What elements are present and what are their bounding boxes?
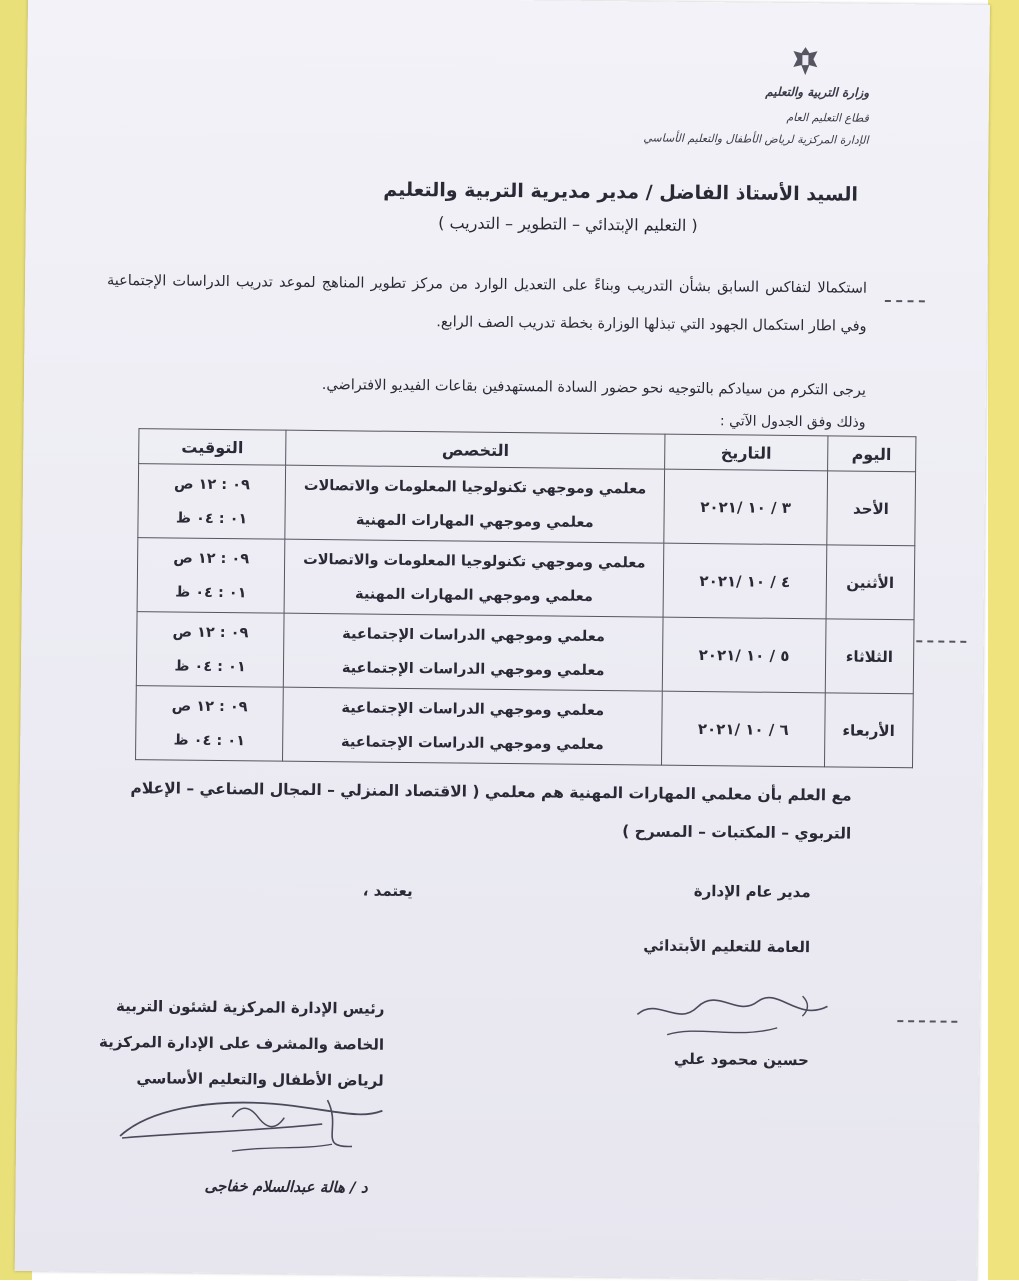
row-specialization xyxy=(285,465,665,543)
director-title-line2: العامة للتعليم الأبتدائي xyxy=(643,936,811,957)
note-paragraph: مع العلم بأن معلمي المهارات المهنية هم معلمي ( الاقتصاد المنزلي – المجال الصناعي – الإعلام التربوي – المكتبات – المسرح ) xyxy=(130,779,852,843)
row-time xyxy=(137,538,285,614)
intro-paragraph: استكمالا لتفاكس السابق بشأن التدريب وبناءً على التعديل الوارد من مركز تطوير المناهج لموعد تدريب الدراسات الإجتماعية وفي اطار استكمال الجهود التي تبذلها الوزارة بخطة تدريب الصف الرابع. xyxy=(106,272,868,335)
header-date: التاريخ xyxy=(665,434,828,471)
margin-mark xyxy=(916,640,966,644)
letter-paper xyxy=(15,0,990,1281)
header-day: اليوم xyxy=(827,436,916,472)
spec-line: معلمي وموجهي الدراسات الإجتماعية xyxy=(342,625,606,645)
addressee: السيد الأستاذ الفاضل / مدير مديرية التربية والتعليم xyxy=(383,178,859,206)
time-line: ٠١ : ٠٤ ظ xyxy=(174,658,246,675)
row-specialization xyxy=(284,539,664,617)
yellow-background-right xyxy=(988,0,1019,1280)
schedule-table xyxy=(135,428,916,768)
table-row xyxy=(137,538,915,620)
row-date: ٦ / ١٠ /٢٠٢١ xyxy=(662,691,825,767)
spec-line: معلمي وموجهي الدراسات الإجتماعية xyxy=(341,699,605,719)
row-day: الأربعاء xyxy=(824,693,913,768)
header-specialization: التخصص xyxy=(286,430,666,469)
row-day: الثلاثاء xyxy=(825,619,914,694)
eagle-seal-icon xyxy=(787,43,823,79)
time-line: ٠٩ : ١٢ ص xyxy=(172,624,249,641)
time-line: ٠١ : ٠٤ ظ xyxy=(175,584,247,601)
table-row xyxy=(136,612,914,694)
time-line: ٠٩ : ١٢ ص xyxy=(173,476,250,493)
row-time xyxy=(138,464,286,540)
spec-line: معلمي وموجهي المهارات المهنية xyxy=(355,511,594,531)
spec-line: معلمي وموجهي تكنولوجيا المعلومات والاتصالات xyxy=(303,477,647,497)
row-day: الأحد xyxy=(826,471,915,546)
row-date: ٤ / ١٠ /٢٠٢١ xyxy=(663,543,826,619)
time-line: ٠١ : ٠٤ ظ xyxy=(173,732,246,749)
addressee-subtitle: ( التعليم الإبتدائي – التطوير – التدريب ) xyxy=(438,213,698,235)
time-line: ٠٩ : ١٢ ص xyxy=(173,550,250,567)
row-day: الأثنين xyxy=(826,545,915,620)
spec-line: معلمي وموجهي المهارات المهنية xyxy=(355,585,593,605)
request-paragraph: يرجى التكرم من سيادكم بالتوجيه نحو حضور السادة المستهدفين بقاعات الفيديو الافتراضي. xyxy=(321,377,867,399)
margin-mark xyxy=(897,1020,957,1024)
head-name: د / هالة عبدالسلام خفاجى xyxy=(204,1176,368,1197)
row-time xyxy=(136,612,284,688)
time-line: ٠١ : ٠٤ ظ xyxy=(175,510,248,527)
director-title-line1: مدير عام الإدارة xyxy=(693,881,811,902)
row-specialization xyxy=(283,687,663,765)
director-signature-icon xyxy=(627,986,858,1048)
row-date: ٥ / ١٠ /٢٠٢١ xyxy=(663,617,826,693)
head-title-line2: الخاصة والمشرف على الإدارة المركزية xyxy=(98,1032,385,1054)
table-intro: وذلك وفق الجدول الآتي : xyxy=(719,413,866,431)
table-row xyxy=(138,464,916,546)
header-sector: قطاع التعليم العام xyxy=(786,110,869,125)
time-line: ٠٩ : ١٢ ص xyxy=(171,698,248,715)
row-date: ٣ / ١٠ /٢٠٢١ xyxy=(664,469,827,545)
approval-label: يعتمد ، xyxy=(362,881,413,901)
table-row xyxy=(136,686,914,768)
head-signature-icon xyxy=(112,1086,413,1169)
header-department: الإدارة المركزية لرياض الأطفال والتعليم الأساسي xyxy=(643,131,869,147)
row-time xyxy=(136,686,284,762)
spec-line: معلمي وموجهي تكنولوجيا المعلومات والاتصالات xyxy=(303,551,646,571)
head-title-line3: لرياض الأطفال والتعليم الأساسي xyxy=(136,1069,384,1090)
spec-line: معلمي وموجهي الدراسات الإجتماعية xyxy=(341,733,604,753)
director-name: حسين محمود علي xyxy=(673,1049,810,1070)
head-title-line1: رئيس الإدارة المركزية لشئون التربية xyxy=(115,996,385,1018)
header-time: التوقيت xyxy=(139,429,286,466)
head-title xyxy=(64,987,385,1098)
spec-line: معلمي وموجهي الدراسات الإجتماعية xyxy=(341,659,605,679)
header-ministry: وزارة التربية والتعليم xyxy=(765,84,870,100)
margin-mark xyxy=(885,300,925,303)
row-specialization xyxy=(283,613,663,691)
